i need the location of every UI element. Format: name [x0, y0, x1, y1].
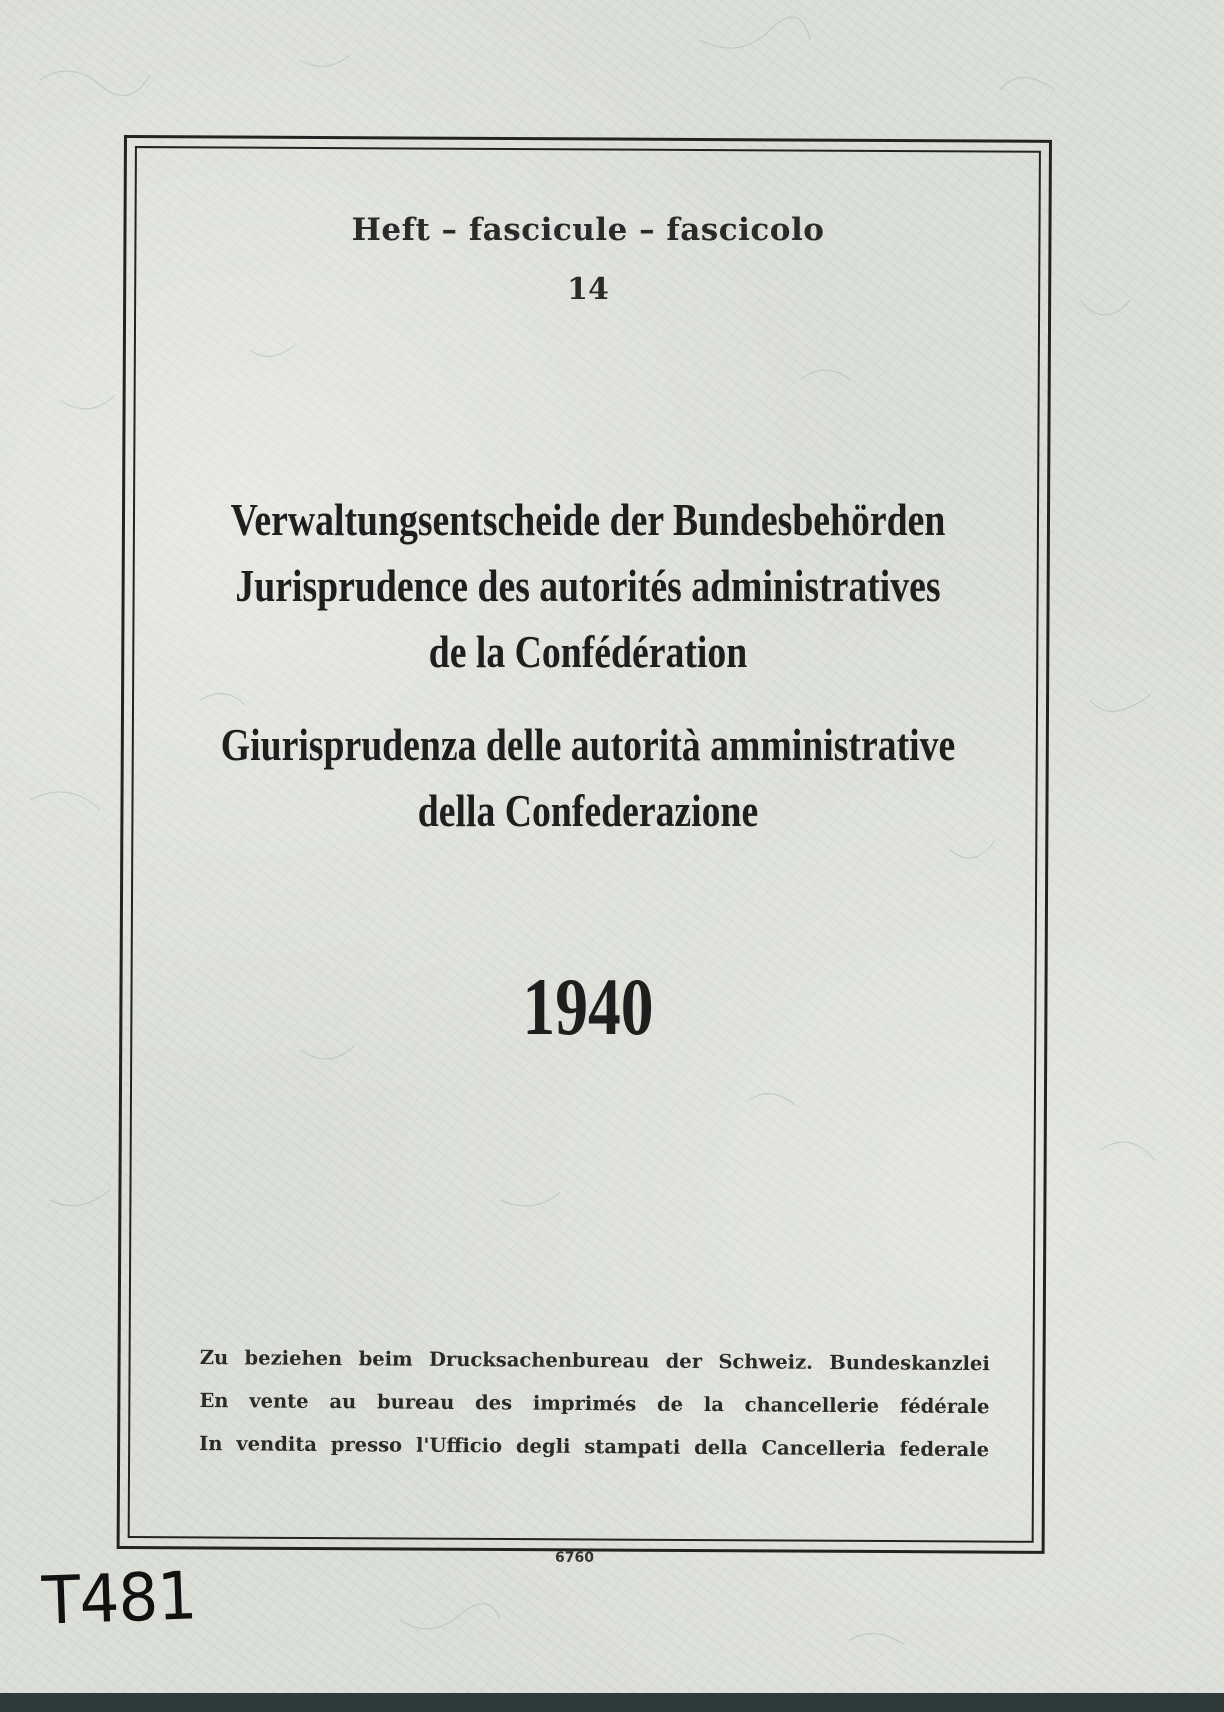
- print-code: 6760: [555, 1550, 594, 1566]
- title-block: [124, 487, 1052, 844]
- sales-notes: [199, 1336, 990, 1471]
- issue-number: 14: [567, 272, 609, 307]
- publication-year: 1940: [522, 961, 654, 1052]
- cover-inner-border: [128, 146, 1041, 1543]
- sales-note-german: Zu beziehen beim Drucksachenbureau der Schweiz. Bundeskanzlei: [199, 1345, 990, 1376]
- handwritten-shelf-mark: T481: [40, 1557, 198, 1640]
- series-label: Heft – fascicule – fascicolo: [351, 212, 825, 248]
- title-italian-line-2: della Confederazione: [417, 785, 759, 836]
- sales-note-french: En vente au bureau des imprimés de la chancellerie fédérale: [199, 1388, 990, 1419]
- title-german: Verwaltungsentscheide der Bundesbehörden: [230, 494, 946, 545]
- title-italian-line-1: Giurisprudenza delle autorità amministrative: [220, 719, 956, 770]
- title-french-line-2: de la Confédération: [428, 626, 748, 677]
- sales-note-italian: In vendita presso l'Ufficio degli stampati della Cancelleria federale: [199, 1431, 990, 1462]
- bottom-edge-strip: [0, 1693, 1224, 1712]
- title-french-line-1: Jurisprudence des autorités administratives: [235, 560, 941, 611]
